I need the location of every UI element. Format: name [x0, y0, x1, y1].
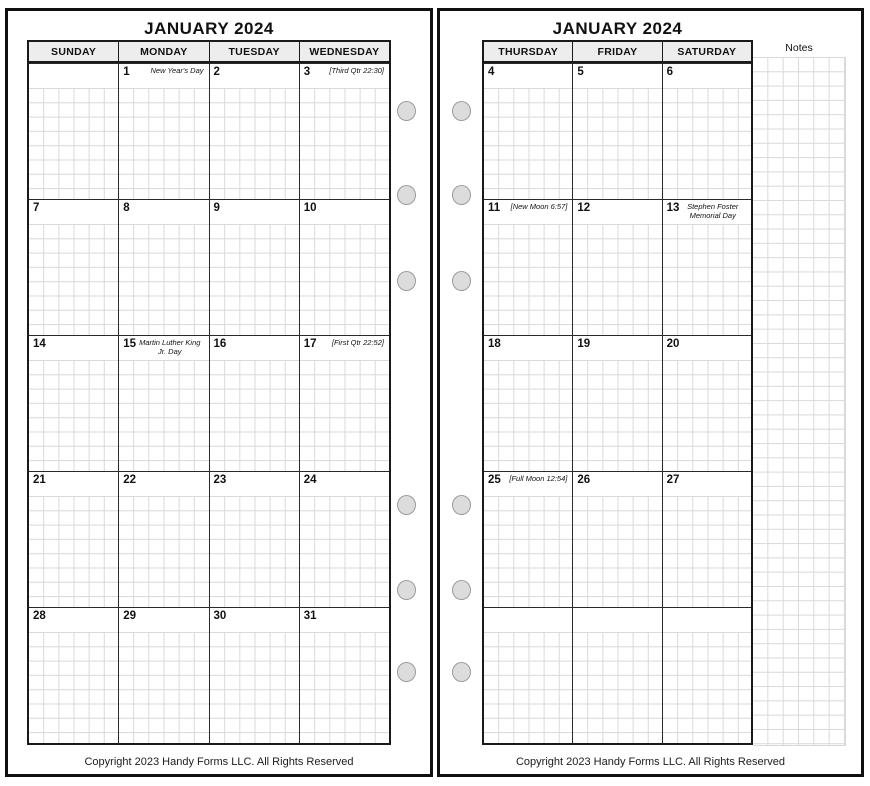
- date-number: 20: [666, 338, 680, 350]
- day-cell: [299, 200, 389, 335]
- date-number: 17: [303, 338, 317, 350]
- date-number: 24: [303, 474, 317, 486]
- binder-hole: [397, 271, 416, 291]
- week-row-4: [484, 471, 751, 607]
- day-grid: [484, 360, 572, 471]
- planner-page-right: [437, 8, 864, 777]
- day-cell: [572, 64, 661, 199]
- day-cell: [484, 200, 572, 335]
- day-cell: [572, 336, 661, 471]
- binder-hole: [397, 101, 416, 121]
- weekday-header-saturday: SATURDAY: [662, 42, 751, 61]
- day-cell: [118, 200, 208, 335]
- day-grid: [573, 496, 661, 607]
- day-grid: [573, 224, 661, 335]
- day-cell: [209, 200, 299, 335]
- date-number: 23: [213, 474, 227, 486]
- binder-hole: [397, 185, 416, 205]
- date-number: 1: [123, 66, 130, 78]
- day-grid: [484, 224, 572, 335]
- date-number: 10: [303, 202, 317, 214]
- day-grid: [663, 88, 751, 199]
- copyright-text: Copyright 2023 Handy Forms LLC. All Rights Reserved: [515, 756, 785, 768]
- day-grid: [119, 224, 208, 335]
- day-grid: [300, 632, 389, 743]
- date-number: 5: [577, 66, 584, 78]
- day-cell: [29, 64, 118, 199]
- date-number: 9: [213, 202, 220, 214]
- day-grid: [29, 88, 118, 199]
- day-grid: [210, 224, 299, 335]
- binder-hole: [452, 101, 471, 121]
- binder-hole: [452, 271, 471, 291]
- day-note: [New Moon 6:57]: [510, 202, 568, 211]
- day-note: [First Qtr 22:52]: [331, 338, 384, 347]
- week-row-4: [29, 471, 389, 607]
- day-cell: [209, 472, 299, 607]
- day-grid: [29, 224, 118, 335]
- day-cell: [572, 200, 661, 335]
- day-cell: [662, 64, 751, 199]
- day-grid: [210, 88, 299, 199]
- planner-page-left: [5, 8, 433, 777]
- binder-hole: [397, 495, 416, 515]
- date-number: 8: [123, 202, 130, 214]
- day-cell: [662, 200, 751, 335]
- day-cell: [299, 336, 389, 471]
- day-grid: [484, 496, 572, 607]
- date-number: 12: [577, 202, 591, 214]
- date-number: 16: [213, 338, 227, 350]
- day-grid: [119, 632, 208, 743]
- date-number: 15: [123, 338, 137, 350]
- binder-hole: [452, 662, 471, 682]
- day-cell: [29, 336, 118, 471]
- day-cell: [572, 472, 661, 607]
- date-number: 22: [123, 474, 137, 486]
- day-grid: [29, 632, 118, 743]
- day-grid: [300, 360, 389, 471]
- date-number: 11: [488, 202, 501, 214]
- page-title: JANUARY 2024: [552, 19, 683, 38]
- day-grid: [663, 360, 751, 471]
- date-number: 29: [123, 610, 137, 622]
- day-cell: [209, 64, 299, 199]
- day-grid: [119, 88, 208, 199]
- day-grid: [663, 632, 751, 743]
- date-number: 14: [33, 338, 46, 350]
- weekday-header-tuesday: TUESDAY: [209, 42, 299, 61]
- day-cell: [29, 472, 118, 607]
- week-row-3: [29, 335, 389, 471]
- week-row-1: [484, 63, 751, 199]
- day-grid: [29, 360, 118, 471]
- binder-hole: [397, 662, 416, 682]
- day-grid: [119, 360, 208, 471]
- date-number: 31: [303, 610, 317, 622]
- weekday-header-thursday: THURSDAY: [498, 45, 559, 58]
- day-cell: [209, 608, 299, 743]
- binder-hole: [397, 580, 416, 600]
- date-number: 28: [33, 610, 46, 622]
- day-note: Martin Luther King Jr. Day: [139, 338, 201, 356]
- weekday-header-monday: MONDAY: [118, 42, 208, 61]
- day-cell: [299, 608, 389, 743]
- day-cell: [484, 608, 572, 743]
- date-number: 4: [488, 66, 495, 78]
- day-cell: [484, 472, 572, 607]
- weekday-header-wednesday: WEDNESDAY: [299, 42, 389, 61]
- day-grid: [119, 496, 208, 607]
- day-grid: [663, 224, 751, 335]
- week-row-5: [29, 607, 389, 743]
- day-cell: [209, 336, 299, 471]
- weekday-header-row: [29, 42, 389, 63]
- binder-hole: [452, 185, 471, 205]
- day-grid: [300, 496, 389, 607]
- day-grid: [210, 360, 299, 471]
- day-cell: [299, 64, 389, 199]
- date-number: 21: [33, 474, 46, 486]
- date-number: 30: [213, 610, 227, 622]
- date-number: 7: [33, 202, 40, 214]
- week-row-3: [484, 335, 751, 471]
- date-number: 26: [577, 474, 591, 486]
- day-grid: [29, 496, 118, 607]
- day-grid: [300, 224, 389, 335]
- day-cell: [29, 200, 118, 335]
- day-cell: [118, 336, 208, 471]
- weekday-header-row: [484, 42, 751, 63]
- week-row-2: [484, 199, 751, 335]
- day-cell: [118, 472, 208, 607]
- date-number: 3: [303, 66, 311, 78]
- date-number: 6: [666, 66, 674, 78]
- day-grid: [484, 632, 572, 743]
- day-cell: [118, 608, 208, 743]
- day-grid: [573, 632, 661, 743]
- date-number: 19: [577, 338, 591, 350]
- day-grid: [210, 632, 299, 743]
- binder-hole: [452, 580, 471, 600]
- page-title: JANUARY 2024: [144, 19, 274, 38]
- day-cell: [572, 608, 661, 743]
- day-grid: [300, 88, 389, 199]
- binder-hole: [452, 495, 471, 515]
- week-row-2: [29, 199, 389, 335]
- calendar-table-right: [482, 40, 753, 745]
- day-note: [Third Qtr 22:30]: [329, 66, 384, 75]
- day-cell: [484, 336, 572, 471]
- day-note: [Full Moon 12:54]: [509, 474, 568, 483]
- date-number: 25: [488, 474, 501, 486]
- day-cell: [299, 472, 389, 607]
- day-grid: [573, 360, 661, 471]
- day-grid: [663, 496, 751, 607]
- day-cell: [484, 64, 572, 199]
- day-grid: [573, 88, 661, 199]
- date-number: 18: [488, 338, 501, 350]
- week-row-5: [484, 607, 751, 743]
- day-grid: [484, 88, 572, 199]
- notes-grid: [753, 57, 846, 746]
- day-cell: [29, 608, 118, 743]
- copyright-text: Copyright 2023 Handy Forms LLC. All Rights Reserved: [84, 756, 354, 768]
- day-cell: [662, 472, 751, 607]
- date-number: 2: [213, 66, 220, 78]
- calendar-table-left: [27, 40, 391, 745]
- day-note: New Year's Day: [150, 66, 204, 75]
- weekday-header-friday: FRIDAY: [572, 42, 661, 61]
- weekday-header-sunday: SUNDAY: [51, 45, 97, 58]
- date-number: 27: [666, 474, 680, 486]
- notes-column-label: Notes: [785, 42, 813, 54]
- day-cell: [662, 608, 751, 743]
- date-number: 13: [666, 202, 680, 214]
- week-row-1: [29, 63, 389, 199]
- day-cell: [662, 336, 751, 471]
- day-grid: [210, 496, 299, 607]
- day-note: Stephen Foster Memorial Day: [687, 202, 739, 220]
- day-cell: [118, 64, 208, 199]
